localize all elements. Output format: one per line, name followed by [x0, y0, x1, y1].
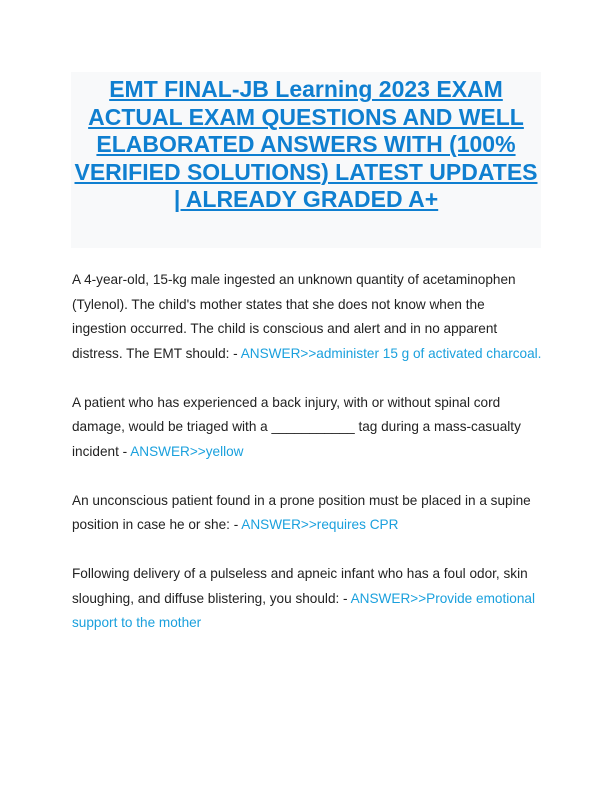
document-title[interactable]: EMT FINAL-JB Learning 2023 EXAM ACTUAL EXAM QUESTIONS AND WELL ELABORATED ANSWERS WITH (100% VERIFIED SOLUTIONS) LATEST UPDATES | ALREADY GRADED A+ [74, 76, 538, 212]
question-text: A patient who has experienced a back injury, with or without spinal cord damage, would be triaged with a ___________ tag during a mass-casualty incident - [72, 394, 521, 459]
qa-item [72, 562, 542, 636]
question-text: A 4-year-old, 15-kg male ingested an unknown quantity of acetaminophen (Tylenol). The child's mother states that she does not know when the ingestion occurred. The child is conscious and alert and in no apparent distress. The EMT should: - [72, 272, 516, 361]
qa-item [72, 489, 542, 538]
question-text: An unconscious patient found in a prone position must be placed in a supine position in case he or she: - [72, 492, 531, 532]
title-box [71, 72, 541, 248]
answer-text: ANSWER>>yellow [130, 443, 244, 459]
qa-item [72, 391, 542, 465]
question-text: Following delivery of a pulseless and apneic infant who has a foul odor, skin sloughing, and diffuse blistering, you should: - [72, 566, 528, 606]
answer-text: ANSWER>>administer 15 g of activated charcoal. [240, 345, 542, 361]
qa-item [72, 268, 542, 366]
answer-text: ANSWER>>Provide emotional support to the mother [72, 590, 535, 630]
answer-text: ANSWER>>requires CPR [241, 517, 399, 532]
qa-list [72, 268, 542, 660]
